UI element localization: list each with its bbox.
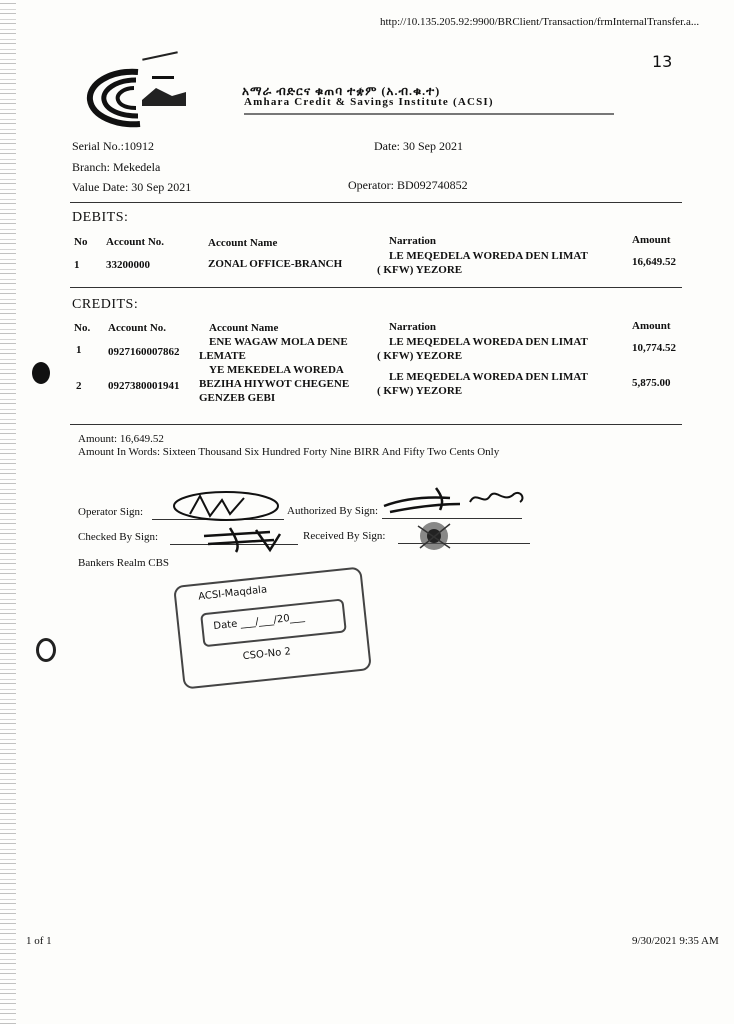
debit-row-account-no: 33200000 [106, 259, 150, 271]
punch-hole-icon [36, 638, 56, 662]
credit-row-2-account-name-2: BEZIHA HIYWOT CHEGENE [199, 378, 350, 390]
authorized-signature-icon [380, 482, 530, 516]
credits-title: CREDITS: [72, 297, 139, 312]
punch-hole-icon [32, 362, 50, 384]
credit-row-1-narration-2: ( KFW) YEZORE [377, 350, 463, 362]
acsi-logo-icon [82, 66, 194, 130]
total-amount: Amount: 16,649.52 [78, 433, 164, 445]
credit-row-2-amount: 5,875.00 [632, 377, 671, 389]
credit-row-1-account-name-2: LEMATE [199, 350, 246, 362]
credits-header-narration: Narration [389, 321, 437, 333]
operator-sign-label: Operator Sign: [78, 506, 144, 518]
org-name-amharic: አማራ ብድርና ቁጠባ ተቋም (አ.ብ.ቁ.ተ) [242, 84, 441, 98]
org-name: Amhara Credit & Savings Institute (ACSI) [244, 96, 494, 108]
credits-header-account-name: Account Name [209, 322, 279, 334]
credit-row-2-narration-2: ( KFW) YEZORE [377, 385, 463, 397]
divider [70, 202, 682, 203]
handwritten-page-mark: 13 [652, 52, 673, 71]
stamp-date: Date ___/___/20___ [212, 611, 306, 633]
page-count: 1 of 1 [26, 935, 52, 947]
debit-row-narration-2: ( KFW) YEZORE [377, 264, 463, 276]
debit-row-account-name: ZONAL OFFICE-BRANCH [208, 258, 343, 270]
debit-row-amount: 16,649.52 [632, 256, 676, 268]
credit-row-1-no: 1 [76, 344, 82, 356]
debits-header-account-no: Account No. [106, 236, 165, 248]
credits-header-account-no: Account No. [108, 322, 167, 334]
credit-row-2-account-name-1: YE MEKEDELA WOREDA [209, 364, 344, 376]
divider [70, 287, 682, 288]
credit-row-2-account-no: 0927380001941 [108, 380, 180, 392]
debit-row-narration-1: LE MEQEDELA WOREDA DEN LIMAT [389, 250, 588, 262]
debits-header-account-name: Account Name [208, 237, 278, 249]
stamp-office: ACSI-Maqdala [197, 584, 268, 603]
received-stamp-mark-icon [412, 516, 456, 556]
credit-row-2-narration-1: LE MEQEDELA WOREDA DEN LIMAT [389, 371, 588, 383]
authorized-sign-label: Authorized By Sign: [287, 505, 379, 517]
credit-row-1-account-name-1: ENE WAGAW MOLA DENE [209, 336, 348, 348]
credit-row-1-account-no: 0927160007862 [108, 346, 180, 358]
checked-signature-icon [200, 520, 290, 556]
credit-row-2-account-name-3: GENZEB GEBI [199, 392, 276, 404]
debits-header-amount: Amount [632, 234, 671, 246]
value-date: Value Date: 30 Sep 2021 [72, 180, 192, 194]
stamp-cso-number: CSO-No 2 [242, 646, 292, 663]
operator-id: Operator: BD092740852 [348, 178, 468, 192]
credits-header-no: No. [74, 322, 91, 334]
divider [70, 424, 682, 425]
serial-number: Serial No.:10912 [72, 139, 154, 153]
branch: Branch: Mekedela [72, 160, 161, 174]
debits-title: DEBITS: [72, 210, 129, 225]
debits-header-no: No [74, 236, 88, 248]
checked-sign-label: Checked By Sign: [78, 531, 159, 543]
print-url: http://10.135.205.92:9900/BRClient/Transaction/frmInternalTransfer.a... [380, 16, 700, 28]
stamp-date-box [200, 598, 347, 647]
debit-row-no: 1 [74, 259, 80, 271]
print-datetime: 9/30/2021 9:35 AM [632, 935, 719, 947]
debits-header-narration: Narration [389, 235, 437, 247]
scanned-page-edge [0, 0, 16, 1024]
received-sign-label: Received By Sign: [303, 530, 386, 542]
credit-row-2-no: 2 [76, 380, 82, 392]
credits-header-amount: Amount [632, 320, 671, 332]
branch-stamp [173, 566, 372, 689]
amount-in-words: Amount In Words: Sixteen Thousand Six Hundred Forty Nine BIRR And Fifty Two Cents Only [78, 446, 500, 458]
credit-row-1-narration-1: LE MEQEDELA WOREDA DEN LIMAT [389, 336, 588, 348]
credit-row-1-amount: 10,774.52 [632, 342, 676, 354]
system-name: Bankers Realm CBS [78, 557, 170, 569]
header-rule [244, 113, 614, 115]
transaction-date: Date: 30 Sep 2021 [374, 139, 463, 153]
pen-mark [142, 51, 178, 60]
